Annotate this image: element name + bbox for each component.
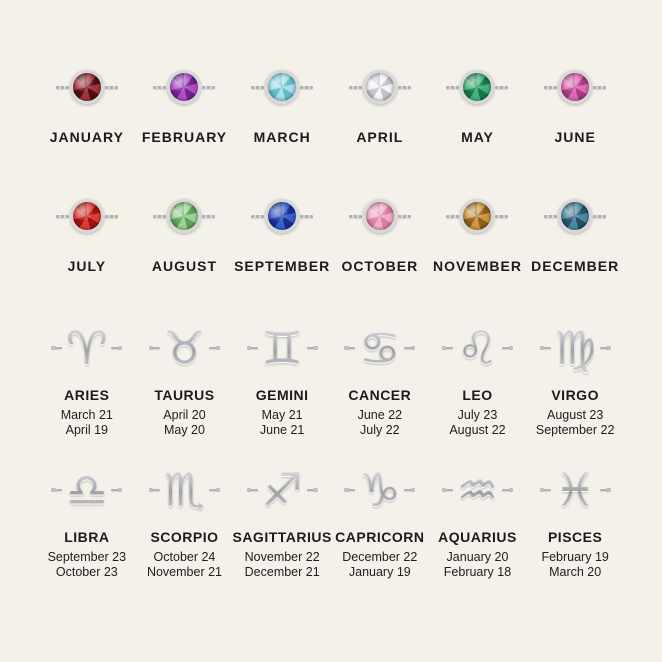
zodiac-charm: [440, 322, 515, 374]
zodiac-item-libra: [48, 464, 127, 580]
sign-dates: [48, 550, 127, 580]
sign-label: SCORPIO: [150, 529, 219, 545]
date-end: December 21: [244, 565, 320, 579]
virgo-symbol-icon: ♍: [554, 321, 596, 375]
month-label: MARCH: [253, 129, 311, 145]
chain-link-icon: [495, 215, 508, 218]
birthstone-row-2: [38, 187, 624, 276]
scorpio-symbol-icon: ♏: [163, 463, 206, 517]
zodiac-charm: [538, 322, 613, 374]
zodiac-item-taurus: [147, 322, 222, 438]
sign-label: LEO: [462, 387, 493, 403]
capricorn-symbol-icon: ♑: [359, 463, 401, 517]
birthstone-item-june: [544, 58, 606, 147]
chain-link-icon: [300, 215, 313, 218]
connector-pin-icon: [307, 489, 316, 492]
connector-pin-icon: [404, 489, 413, 492]
date-end: November 21: [146, 565, 222, 579]
sign-label: SAGITTARIUS: [232, 529, 332, 545]
sign-label: TAURUS: [154, 387, 215, 403]
connector-pin-icon: [53, 347, 62, 350]
birthstone-item-january: [50, 58, 124, 147]
connector-pin-icon: [209, 489, 218, 492]
sign-dates: [342, 550, 417, 580]
date-start: February 19: [541, 550, 609, 564]
month-label: FEBRUARY: [141, 129, 228, 145]
date-end: August 22: [449, 423, 506, 437]
chain-link-icon: [105, 215, 118, 218]
date-start: August 23: [547, 408, 604, 422]
birthstone-item-november: [433, 187, 522, 276]
sign-label: VIRGO: [551, 387, 599, 403]
birthstone-charm: [446, 187, 508, 245]
month-label: JULY: [67, 258, 107, 274]
chain-link-icon: [495, 86, 508, 89]
gem-icon: [460, 199, 494, 233]
birthstone-charm: [446, 58, 508, 116]
birthstone-charm: [349, 187, 411, 245]
date-start: December 22: [342, 550, 418, 564]
sign-label: CAPRICORN: [335, 529, 425, 545]
zodiac-item-scorpio: [147, 464, 222, 580]
sagittarius-symbol-icon: ♐: [261, 463, 303, 517]
date-start: March 21: [60, 408, 113, 422]
gem-icon: [558, 199, 592, 233]
gem-icon: [558, 70, 592, 104]
zodiac-charm: [245, 464, 320, 516]
month-label: JANUARY: [49, 129, 124, 145]
gem-icon: [363, 199, 397, 233]
zodiac-charm: [49, 322, 124, 374]
birthstone-item-september: [234, 187, 330, 276]
gem-icon: [265, 199, 299, 233]
connector-pin-icon: [502, 347, 511, 350]
connector-pin-icon: [600, 489, 609, 492]
zodiac-item-gemini: [245, 322, 320, 438]
sign-label: PISCES: [547, 529, 603, 545]
zodiac-item-leo: [440, 322, 515, 438]
connector-pin-icon: [151, 347, 160, 350]
month-label: AUGUST: [151, 258, 218, 274]
sign-label: ARIES: [64, 387, 110, 403]
connector-pin-icon: [542, 489, 551, 492]
sign-dates: [147, 550, 222, 580]
birthstone-charm: [153, 58, 215, 116]
birthstone-item-february: [142, 58, 227, 147]
chain-link-icon: [202, 215, 215, 218]
connector-pin-icon: [404, 347, 413, 350]
chain-link-icon: [153, 86, 166, 89]
connector-pin-icon: [111, 347, 120, 350]
date-end: October 23: [55, 565, 118, 579]
birthstone-item-october: [341, 187, 418, 276]
birthstone-charm: [349, 58, 411, 116]
aquarius-symbol-icon: ♒: [456, 463, 499, 517]
sign-dates: [163, 408, 205, 438]
sign-dates: [245, 550, 320, 580]
gem-icon: [460, 70, 494, 104]
connector-pin-icon: [600, 347, 609, 350]
connector-pin-icon: [111, 489, 120, 492]
zodiac-item-pisces: [538, 464, 613, 580]
sign-dates: [449, 408, 505, 438]
chain-link-icon: [251, 215, 264, 218]
pisces-symbol-icon: ♓: [554, 463, 596, 517]
connector-pin-icon: [444, 489, 453, 492]
chain-link-icon: [349, 215, 362, 218]
month-label: SEPTEMBER: [234, 258, 331, 274]
date-start: May 21: [261, 408, 303, 422]
birthstone-charm: [544, 187, 606, 245]
birthstone-charm: [251, 58, 313, 116]
month-label: DECEMBER: [531, 258, 620, 274]
month-label: APRIL: [356, 129, 404, 145]
sign-dates: [260, 408, 304, 438]
date-end: September 22: [535, 423, 615, 437]
sign-dates: [444, 550, 511, 580]
chain-link-icon: [446, 215, 459, 218]
sign-dates: [541, 550, 608, 580]
zodiac-charm: [538, 464, 613, 516]
gem-icon: [363, 70, 397, 104]
date-start: July 23: [457, 408, 498, 422]
chain-link-icon: [446, 86, 459, 89]
gem-icon: [167, 70, 201, 104]
sign-dates: [536, 408, 615, 438]
birthstone-charm: [251, 187, 313, 245]
birthstone-item-april: [349, 58, 411, 147]
chain-link-icon: [544, 86, 557, 89]
birthstone-charm: [544, 58, 606, 116]
zodiac-charm: [342, 322, 417, 374]
connector-pin-icon: [53, 489, 62, 492]
chain-link-icon: [153, 215, 166, 218]
connector-pin-icon: [209, 347, 218, 350]
connector-pin-icon: [502, 489, 511, 492]
date-end: January 19: [348, 565, 411, 579]
chain-link-icon: [300, 86, 313, 89]
zodiac-charm: [147, 322, 222, 374]
connector-pin-icon: [444, 347, 453, 350]
gem-icon: [70, 199, 104, 233]
date-end: March 20: [549, 565, 602, 579]
birthstone-row-1: [38, 58, 624, 147]
zodiac-item-aries: [49, 322, 124, 438]
month-label: NOVEMBER: [433, 258, 522, 274]
sign-label: CANCER: [348, 387, 412, 403]
sign-dates: [358, 408, 402, 438]
connector-pin-icon: [346, 347, 355, 350]
chain-link-icon: [105, 86, 118, 89]
aries-symbol-icon: ♈: [66, 321, 108, 375]
month-label: MAY: [461, 129, 494, 145]
chain-link-icon: [56, 86, 69, 89]
birthstone-item-july: [56, 187, 118, 276]
zodiac-charm: [147, 464, 222, 516]
cancer-symbol-icon: ♋: [359, 321, 401, 375]
date-end: February 18: [443, 565, 512, 579]
zodiac-row-1: [38, 322, 624, 438]
date-start: October 24: [153, 550, 216, 564]
connector-pin-icon: [249, 489, 258, 492]
month-label: OCTOBER: [341, 258, 419, 274]
chain-link-icon: [349, 86, 362, 89]
birthstone-item-december: [531, 187, 619, 276]
sign-dates: [61, 408, 113, 438]
gemini-symbol-icon: ♊: [261, 321, 303, 375]
chain-link-icon: [56, 215, 69, 218]
connector-pin-icon: [151, 489, 160, 492]
zodiac-charm: [342, 464, 417, 516]
birthstone-item-march: [251, 58, 313, 147]
connector-pin-icon: [249, 347, 258, 350]
date-start: September 23: [47, 550, 127, 564]
connector-pin-icon: [307, 347, 316, 350]
month-label: JUNE: [554, 129, 596, 145]
taurus-symbol-icon: ♉: [163, 321, 206, 375]
sign-label: GEMINI: [255, 387, 309, 403]
chain-link-icon: [593, 86, 606, 89]
date-end: April 19: [65, 423, 109, 437]
libra-symbol-icon: ♎: [66, 463, 108, 517]
leo-symbol-icon: ♌: [456, 321, 499, 375]
date-start: April 20: [163, 408, 206, 422]
chain-link-icon: [202, 86, 215, 89]
sign-label: AQUARIUS: [438, 529, 517, 545]
gem-icon: [265, 70, 299, 104]
chain-link-icon: [251, 86, 264, 89]
birthstone-charm: [56, 58, 118, 116]
zodiac-item-cancer: [342, 322, 417, 438]
zodiac-row-2: [38, 464, 624, 580]
date-start: November 22: [244, 550, 320, 564]
zodiac-charm: [245, 322, 320, 374]
chain-link-icon: [544, 215, 557, 218]
gem-icon: [167, 199, 201, 233]
birthstone-item-may: [446, 58, 508, 147]
date-end: July 22: [360, 423, 400, 437]
date-start: January 20: [446, 550, 509, 564]
zodiac-item-capricorn: [335, 464, 424, 580]
sign-label: LIBRA: [64, 529, 110, 545]
date-start: June 22: [357, 408, 403, 422]
chain-link-icon: [398, 86, 411, 89]
zodiac-item-virgo: [536, 322, 615, 438]
zodiac-charm: [49, 464, 124, 516]
birthstone-item-august: [152, 187, 217, 276]
chain-link-icon: [398, 215, 411, 218]
birthstone-charm: [56, 187, 118, 245]
zodiac-item-aquarius: [438, 464, 517, 580]
zodiac-item-sagittarius: [232, 464, 331, 580]
connector-pin-icon: [542, 347, 551, 350]
zodiac-charm: [440, 464, 515, 516]
chain-link-icon: [593, 215, 606, 218]
connector-pin-icon: [346, 489, 355, 492]
date-end: May 20: [163, 423, 205, 437]
gem-icon: [70, 70, 104, 104]
date-end: June 21: [259, 423, 305, 437]
birthstone-charm: [153, 187, 215, 245]
